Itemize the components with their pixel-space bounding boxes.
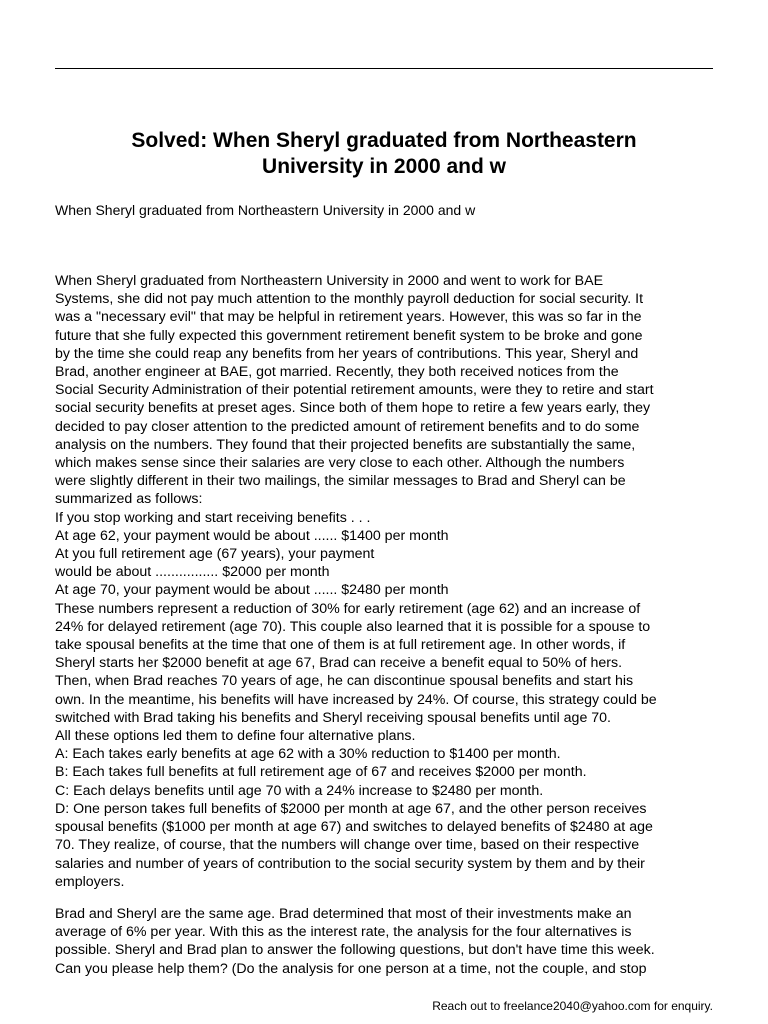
text-line: D: One person takes full benefits of $2000 per month at age 67, and the other person receives [55, 800, 647, 817]
text-line: was a "necessary evil" that may be helpful in retirement years. However, this was so far in the [55, 309, 642, 326]
text-line: employers. [55, 873, 125, 890]
text-line: decided to pay closer attention to the predicted amount of retirement benefits and to do some [55, 418, 640, 435]
text-line: future that she fully expected this government retirement benefit system to be broke and gone [55, 327, 643, 344]
text-line: salaries and number of years of contribution to the social security system by them and by their [55, 855, 645, 872]
question-body [55, 272, 715, 978]
text-line: Sheryl starts her $2000 benefit at age 67, Brad can receive a benefit equal to 50% of hers. [55, 655, 623, 672]
text-line: would be about ................ $2000 per month [55, 564, 330, 581]
text-line: At age 62, your payment would be about ...... $1400 per month [55, 527, 449, 544]
text-line: Can you please help them? (Do the analysis for one person at a time, not the couple, and stop [55, 960, 647, 977]
text-line: possible. Sheryl and Brad plan to answer the following questions, but don't have time this week. [55, 942, 655, 959]
paragraph-1 [55, 272, 715, 891]
text-line: were slightly different in their two mailings, the similar messages to Brad and Sheryl can be [55, 473, 626, 490]
text-line: If you stop working and start receiving benefits . . . [55, 509, 371, 526]
text-line: All these options led them to define four alternative plans. [55, 728, 416, 745]
text-line: Systems, she did not pay much attention to the monthly payroll deduction for social security. It [55, 291, 644, 308]
subtitle: When Sheryl graduated from Northeastern University in 2000 and w [55, 202, 476, 218]
text-line: 70. They realize, of course, that the numbers will change over time, based on their respective [55, 837, 640, 854]
title-line: Solved: When Sheryl graduated from Northeastern [131, 129, 637, 152]
text-line: A: Each takes early benefits at age 62 with a 30% reduction to $1400 per month. [55, 746, 561, 763]
text-line: 24% for delayed retirement (age 70). This couple also learned that it is possible for a spouse to [55, 618, 651, 635]
text-line: Then, when Brad reaches 70 years of age, he can discontinue spousal benefits and start his [55, 673, 634, 690]
text-line: Social Security Administration of their potential retirement amounts, were they to retire and start [55, 382, 654, 399]
text-line: At age 70, your payment would be about ...... $2480 per month [55, 582, 449, 599]
text-line: own. In the meantime, his benefits will have increased by 24%. Of course, this strategy could be [55, 691, 657, 708]
text-line: average of 6% per year. With this as the interest rate, the analysis for the four alternatives is [55, 924, 632, 941]
paragraph-2 [55, 905, 715, 978]
text-line: C: Each delays benefits until age 70 with a 24% increase to $2480 per month. [55, 782, 544, 799]
page-title [55, 128, 713, 180]
text-line: spousal benefits ($1000 per month at age 67) and switches to delayed benefits of $2480 at age [55, 819, 653, 836]
text-line: switched with Brad taking his benefits and Sheryl receiving spousal benefits until age 70. [55, 709, 612, 726]
contact-footer: Reach out to freelance2040@yahoo.com for enquiry. [432, 999, 713, 1013]
text-line: analysis on the numbers. They found that their projected benefits are substantially the same, [55, 436, 636, 453]
text-line: When Sheryl graduated from Northeastern University in 2000 and went to work for BAE [55, 273, 604, 289]
paragraph-gap [55, 891, 715, 905]
text-line: which makes sense since their salaries are very close to each other. Although the numbers [55, 455, 625, 472]
text-line: Brad and Sheryl are the same age. Brad determined that most of their investments make an [55, 905, 632, 922]
top-divider [55, 68, 713, 69]
text-line: take spousal benefits at the time that one of them is at full retirement age. In other words, if [55, 637, 626, 654]
title-line: University in 2000 and w [262, 155, 506, 178]
text-line: Brad, another engineer at BAE, got married. Recently, they both received notices from the [55, 364, 619, 381]
text-line: summarized as follows: [55, 491, 203, 508]
text-line: These numbers represent a reduction of 30% for early retirement (age 62) and an increase of [55, 600, 641, 617]
text-line: At you full retirement age (67 years), your payment [55, 546, 375, 563]
text-line: B: Each takes full benefits at full retirement age of 67 and receives $2000 per month. [55, 764, 587, 781]
text-line: by the time she could reap any benefits from her years of contributions. This year, Sheryl and [55, 345, 639, 362]
text-line: social security benefits at preset ages. Since both of them hope to retire a few years early, they [55, 400, 651, 417]
